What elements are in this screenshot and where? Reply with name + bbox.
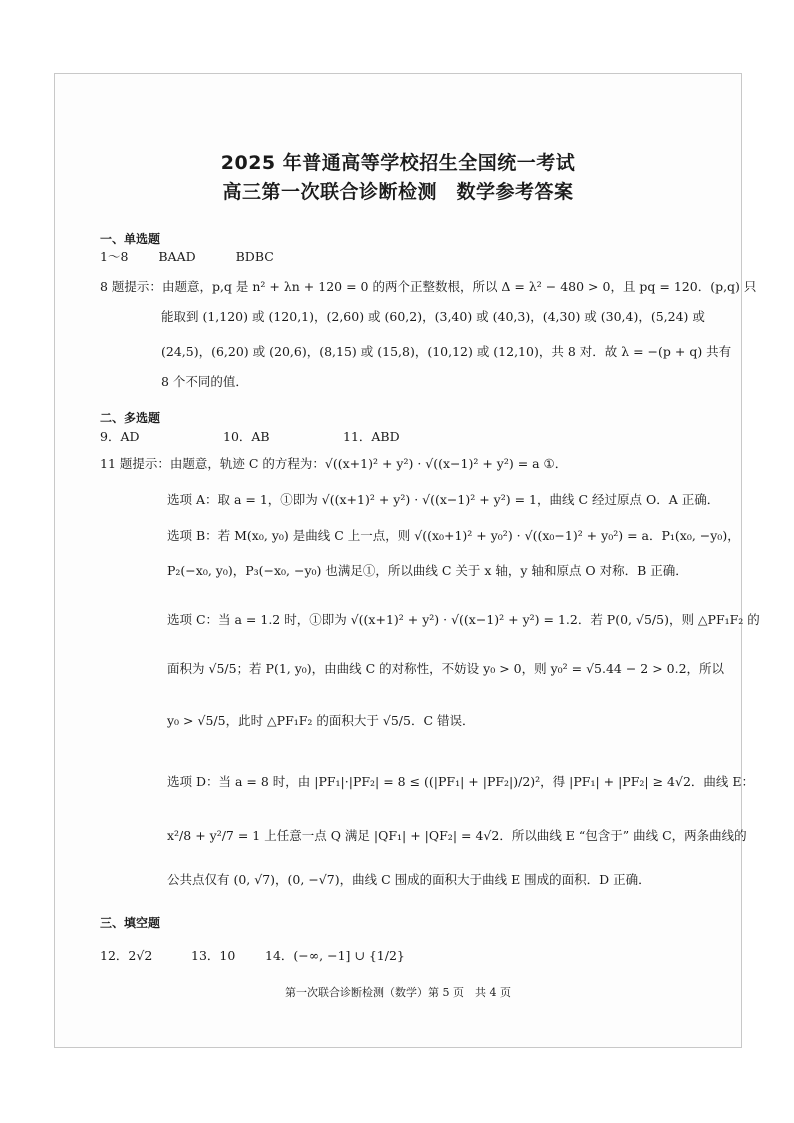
q8-hint-line4: 8 个不同的值．	[161, 374, 248, 389]
q8-hint-line2: 能取到 (1,120) 或 (120,1)，(2,60) 或 (60,2)，(3,40) 或 (40,3)，(4,30) 或 (30,4)，(5,24) 或	[161, 309, 705, 324]
option-d-line2: x²/8 + y²/7 = 1 上任意一点 Q 满足 |QF₁| + |QF₂| = 4√2．所以曲线 E “包含于” 曲线 C，两条曲线的	[167, 828, 747, 843]
q8-hint-line1	[100, 277, 756, 295]
option-d-line1: 选项 D：当 a = 8 时，由 |PF₁|·|PF₂| = 8 ≤ ((|PF₁| + |PF₂|)/2)²，得 |PF₁| + |PF₂| ≥ 4√2．曲线 E：	[167, 774, 755, 789]
section-single-choice-heading: 一、单选题	[100, 232, 161, 246]
single-choice-answers	[100, 247, 274, 265]
option-a-text: 选项 A：取 a = 1，①即为 √((x+1)² + y²) · √((x−1)² + y²) = 1，曲线 C 经过原点 O．A 正确．	[167, 492, 720, 507]
section-multi-choice-heading: 二、多选题	[100, 411, 161, 425]
q11-hint: 11 题提示：由题意，轨迹 C 的方程为：√((x+1)² + y²) · √((x−1)² + y²) = a ①．	[100, 456, 568, 471]
answer-9: 9．AD	[100, 429, 140, 444]
option-b-line1: 选项 B：若 M(x₀, y₀) 是曲线 C 上一点，则 √((x₀+1)² + y₀²) · √((x₀−1)² + y₀²) = a．P₁(x₀, −y₀)，	[167, 528, 740, 543]
q8-hint-text-1: 由题意，p,q 是 n² + λn + 120 = 0 的两个正整数根，所以 Δ = λ² − 480 > 0，且 pq = 120．(p,q) 只	[161, 279, 757, 294]
answer-sheet	[54, 73, 760, 1048]
option-d-line3: 公共点仅有 (0, √7)，(0, −√7)，曲线 C 围成的面积大于曲线 E 围成的面积．D 正确．	[167, 872, 651, 887]
answer-13: 13．10	[191, 948, 236, 963]
q8-hint-label: 8 题提示：	[100, 279, 162, 294]
option-c-line3: y₀ > √5/5，此时 △PF₁F₂ 的面积大于 √5/5．C 错误．	[167, 713, 475, 728]
answer-key-title: 高三第一次联合诊断检测 数学参考答案	[222, 181, 574, 203]
option-c-line1: 选项 C：当 a = 1.2 时，①即为 √((x+1)² + y²) · √((x−1)² + y²) = 1.2．若 P(0, √5/5)，则 △PF₁F₂ 的	[167, 612, 760, 627]
answer-11: 11．ABD	[343, 429, 400, 444]
range-label: 1～8	[100, 249, 129, 264]
option-b-line2: P₂(−x₀, y₀)，P₃(−x₀, −y₀) 也满足①，所以曲线 C 关于 x 轴，y 轴和原点 O 对称．B 正确．	[167, 563, 688, 578]
answer-14: 14．(−∞, −1] ∪ {1/2}	[265, 948, 405, 963]
option-c-line2: 面积为 √5/5；若 P(1, y₀)，由曲线 C 的对称性，不妨设 y₀ > 0，则 y₀² = √5.44 − 2 > 0.2，所以	[167, 661, 725, 676]
answer-12: 12．2√2	[100, 948, 153, 963]
section-fill-blank-heading: 三、填空题	[100, 916, 161, 930]
answer-10: 10．AB	[223, 429, 270, 444]
q8-hint-line3: (24,5)，(6,20) 或 (20,6)，(8,15) 或 (15,8)，(10,12) 或 (12,10)，共 8 对．故 λ = −(p + q) 共有	[161, 344, 732, 359]
answers-1-4: BAAD	[158, 249, 196, 264]
answers-5-8: BDBC	[235, 249, 274, 264]
page-footer: 第一次联合诊断检测（数学）第 5 页 共 4 页	[285, 986, 511, 999]
exam-title: 2025 年普通高等学校招生全国统一考试	[220, 152, 576, 174]
